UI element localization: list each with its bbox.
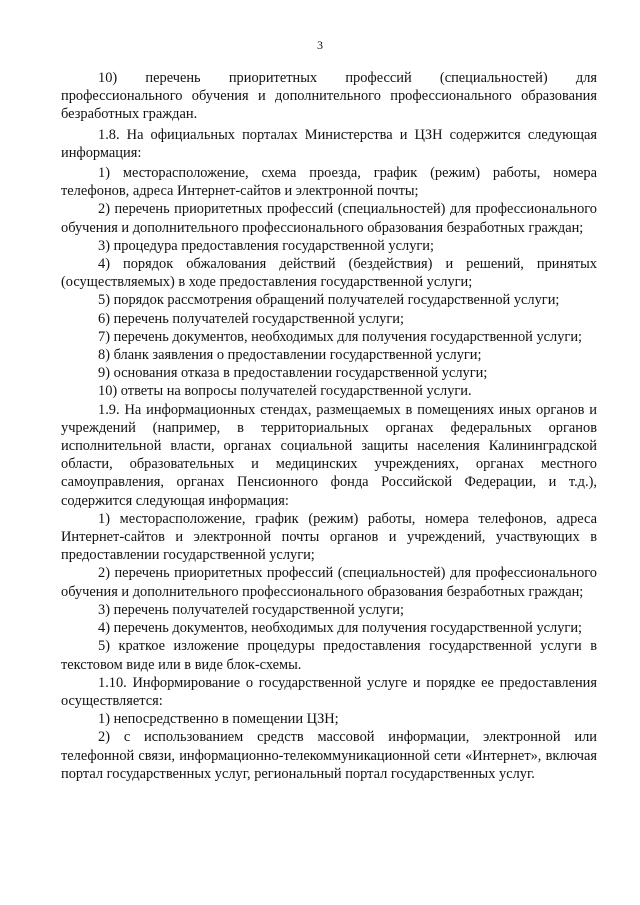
paragraph-priority-professions: 2) перечень приоритетных профессий (специальностей) для профессионального обучения и дополнительного профессионального образования безработных граждан;: [61, 201, 597, 236]
paragraph-section-1-8: 1.8. На официальных порталах Министерства и ЦЗН содержится следующая информация:: [61, 126, 597, 161]
paragraph-answers: 10) ответы на вопросы получателей государственной услуги.: [98, 383, 472, 400]
paragraph-documents-list: 7) перечень документов, необходимых для получения государственной услуги;: [98, 328, 583, 345]
paragraph-media-channels: 2) с использованием средств массовой информации, электронной или телефонной связи, информационно-телекоммуникационной сети «Интернет», включая портал государственных услуг, региональный портал государственных услуг.: [61, 729, 597, 782]
document-body: [61, 69, 597, 783]
paragraph-section-1-9: 1.9. На информационных стендах, размещаемых в помещениях иных органов и учреждений (например, в территориальных органах федеральных органов исполнительной власти, органах социальной защиты населения Калининградской области, образовательных и медицинских учреждениях, органах местного самоуправления, органах Пенсионного фонда Российской Федерации, и т.д.), содержится следующая информация:: [61, 401, 597, 509]
paragraph-recipients-list-2: 3) перечень получателей государственной услуги;: [98, 601, 404, 618]
paragraph-recipients-list: 6) перечень получателей государственной услуги;: [98, 310, 404, 327]
paragraph-in-premises: 1) непосредственно в помещении ЦЗН;: [98, 711, 339, 728]
paragraph-section-1-10: 1.10. Информирование о государственной услуге и порядке ее предоставления осуществляется:: [61, 674, 597, 709]
paragraph-procedure-summary: 5) краткое изложение процедуры предоставления государственной услуги в текстовом виде или в виде блок-схемы.: [61, 638, 597, 673]
paragraph-application-form: 8) бланк заявления о предоставлении государственной услуги;: [98, 347, 482, 364]
paragraph-requests-review: 5) порядок рассмотрения обращений получателей государственной услуги;: [98, 292, 560, 309]
paragraph-item-10-priority-professions: 10) перечень приоритетных профессий (специальностей) для профессионального обучения и дополнительного профессионального образования безработных граждан.: [61, 70, 597, 123]
page-number: 3: [317, 38, 323, 52]
paragraph-location-schedule: 1) месторасположение, схема проезда, график (режим) работы, номера телефонов, адреса Интернет-сайтов и электронной почты;: [61, 165, 597, 200]
paragraph-documents-list-2: 4) перечень документов, необходимых для получения государственной услуги;: [98, 620, 583, 637]
paragraph-refusal-grounds: 9) основания отказа в предоставлении государственной услуги;: [98, 365, 488, 382]
paragraph-location-contacts: 1) месторасположение, график (режим) работы, номера телефонов, адреса Интернет-сайтов и электронной почты органов и учреждений, участвующих в предоставлении государственной услуги;: [61, 510, 597, 564]
paragraph-priority-professions-2: 2) перечень приоритетных профессий (специальностей) для профессионального обучения и дополнительного профессионального образования безработных граждан;: [61, 565, 597, 600]
paragraph-procedure: 3) процедура предоставления государственной услуги;: [98, 237, 434, 254]
paragraph-appeal-procedure: 4) порядок обжалования действий (бездействия) и решений, принятых (осуществляемых) в ходе предоставления государственной услуги;: [61, 256, 597, 291]
